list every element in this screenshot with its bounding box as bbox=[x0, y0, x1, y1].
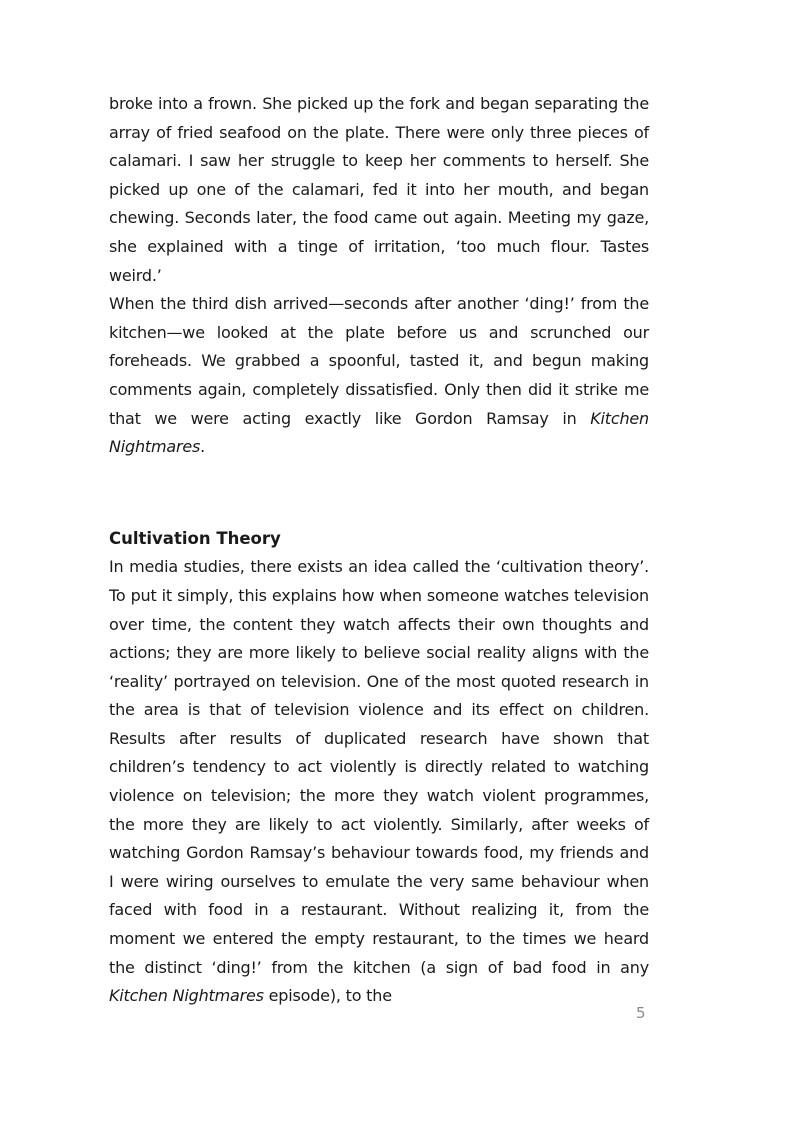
paragraph-frown bbox=[109, 90, 649, 290]
paragraph-text-end: . bbox=[200, 437, 206, 457]
show-title-italic: Kitchen Nightmares bbox=[109, 408, 649, 457]
paragraph-text: In media studies, there exists an idea called the ‘cultivation theory’. To put it simply, this explains how when someone watches television over time, the content they watch affects their own thoughts and actions; they are more likely to believe social reality aligns with the ‘reality’ portrayed on television. One of the most quoted research in the area is that of television violence and its effect on children. Results after results of duplicated research have shown that children’s tendency to act violently is directly related to watching violence on television; the more they watch violent programmes, the more they are likely to act violently. Similarly, after weeks of watching Gordon Ramsay’s behaviour towards food, my friends and I were wiring ourselves to emulate the very same behaviour when faced with food in a restaurant. Without realizing it, from the moment we entered the empty restaurant, to the times we heard the distinct ‘ding!’ from the kitchen (a sign of bad food in any bbox=[109, 557, 649, 977]
section-heading: Cultivation Theory bbox=[109, 528, 281, 548]
paragraph-text-end: episode), to the bbox=[263, 986, 392, 1006]
page-content bbox=[109, 90, 649, 1011]
paragraph-third-dish bbox=[109, 290, 649, 462]
show-title-italic: Kitchen Nightmares bbox=[109, 986, 264, 1006]
page-number: 5 bbox=[636, 1004, 646, 1022]
paragraph-text: When the third dish arrived—seconds after another ‘ding!’ from the kitchen—we looked at the plate before us and scrunched our foreheads. We grabbed a spoonful, tasted it, and begun making comments again, completely dissatisfied. Only then did it strike me that we were acting exactly like Gordon Ramsay in bbox=[109, 294, 649, 428]
paragraph-text: broke into a frown. She picked up the fork and began separating the array of fried seafood on the plate. There were only three pieces of calamari. I saw her struggle to keep her comments to herself. She picked up one of the calamari, fed it into her mouth, and began chewing. Seconds later, the food came out again. Meeting my gaze, she explained with a tinge of irritation, ‘too much flour. Tastes weird.’ bbox=[109, 94, 649, 285]
paragraph-cultivation-theory bbox=[109, 553, 649, 1011]
